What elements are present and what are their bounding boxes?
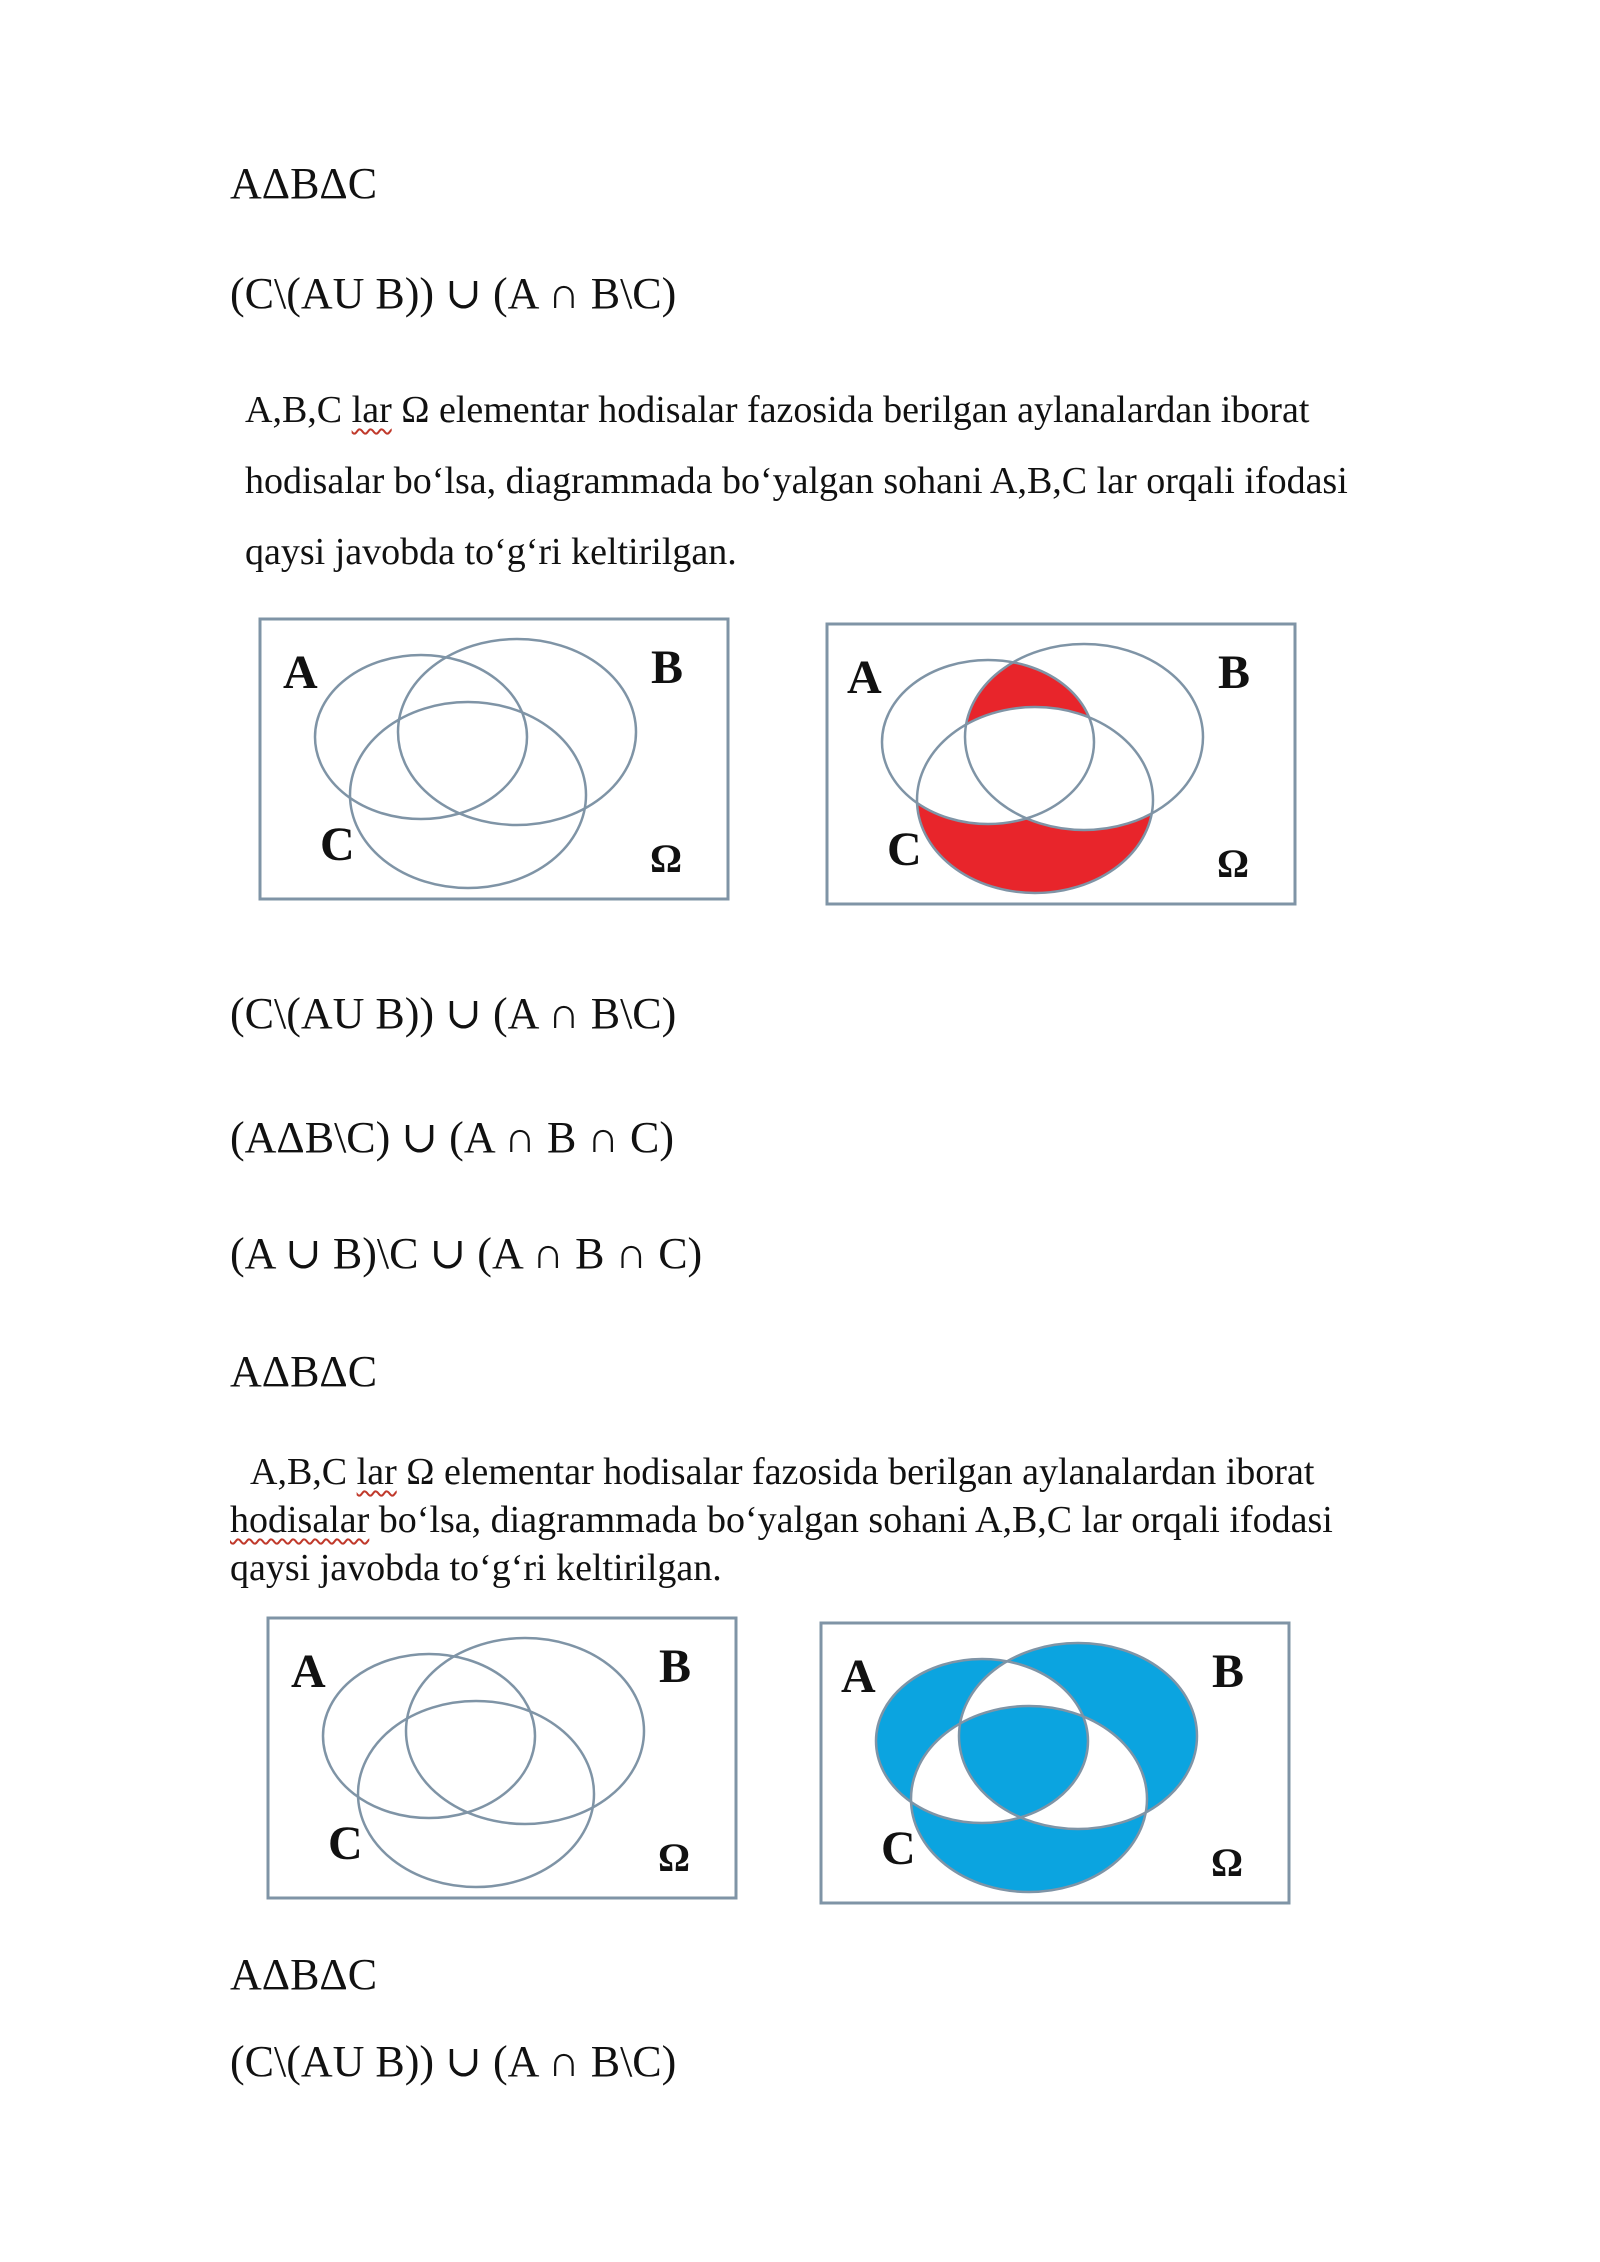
formula-option-2: (C\(AU B)) ∪ (A ∩ B\C) xyxy=(230,989,677,1038)
q2-line1-wavy: lar xyxy=(356,1451,397,1493)
label-omega: Ω xyxy=(1217,841,1250,886)
formula-option-4: (A ∪ B)\C ∪ (A ∩ B ∩ C) xyxy=(230,1229,703,1278)
formula-option-1: (C\(AU B)) ∪ (A ∩ B\C) xyxy=(230,269,677,318)
label-c: C xyxy=(881,1822,916,1875)
label-a: A xyxy=(283,646,318,699)
venn-diagram-empty-1 xyxy=(258,617,730,901)
q2-line2-end: bo‘lsa, diagrammada bo‘yalgan sohani A,B,C lar orqali ifodasi xyxy=(369,1499,1333,1541)
question-1-text xyxy=(245,375,1348,588)
label-c: C xyxy=(320,818,355,871)
formula-option-6: AΔBΔC xyxy=(230,1950,378,1999)
q1-line3: qaysi javobda to‘g‘ri keltirilgan. xyxy=(245,531,737,573)
q1-line1-start: A,B,C xyxy=(245,389,352,431)
q2-line3: qaysi javobda to‘g‘ri keltirilgan. xyxy=(230,1547,722,1589)
formula-option-7: (C\(AU B)) ∪ (A ∩ B\C) xyxy=(230,2037,677,2086)
q1-line1-wavy: lar xyxy=(351,389,392,431)
q2-line1-end: Ω elementar hodisalar fazosida berilgan aylanalardan iborat xyxy=(396,1451,1315,1493)
label-omega: Ω xyxy=(658,1835,691,1880)
label-omega: Ω xyxy=(1211,1840,1244,1885)
venn-diagram-empty-2 xyxy=(266,1616,738,1900)
q2-line2-wavy: hodisalar xyxy=(230,1499,370,1541)
formula-symmetric-difference: AΔBΔC xyxy=(230,159,378,208)
label-c: C xyxy=(887,823,922,876)
formula-option-3: (AΔB\C) ∪ (A ∩ B ∩ C) xyxy=(230,1113,675,1162)
formula-option-5: AΔBΔC xyxy=(230,1347,378,1396)
label-c: C xyxy=(328,1817,363,1870)
q1-line1-end: Ω elementar hodisalar fazosida berilgan aylanalardan iborat xyxy=(391,389,1310,431)
label-a: A xyxy=(291,1645,326,1698)
label-a: A xyxy=(841,1650,876,1703)
q2-line1-start: A,B,C xyxy=(250,1451,357,1493)
label-b: B xyxy=(651,641,684,694)
venn-diagram-blue xyxy=(819,1621,1291,1905)
label-b: B xyxy=(659,1640,692,1693)
label-a: A xyxy=(847,651,882,704)
label-omega: Ω xyxy=(650,836,683,881)
label-b: B xyxy=(1218,646,1251,699)
venn-diagram-red xyxy=(825,622,1297,906)
q1-line2: hodisalar bo‘lsa, diagrammada bo‘yalgan sohani A,B,C lar orqali ifodasi xyxy=(245,460,1348,502)
label-b: B xyxy=(1212,1645,1245,1698)
question-2-text xyxy=(230,1448,1333,1592)
